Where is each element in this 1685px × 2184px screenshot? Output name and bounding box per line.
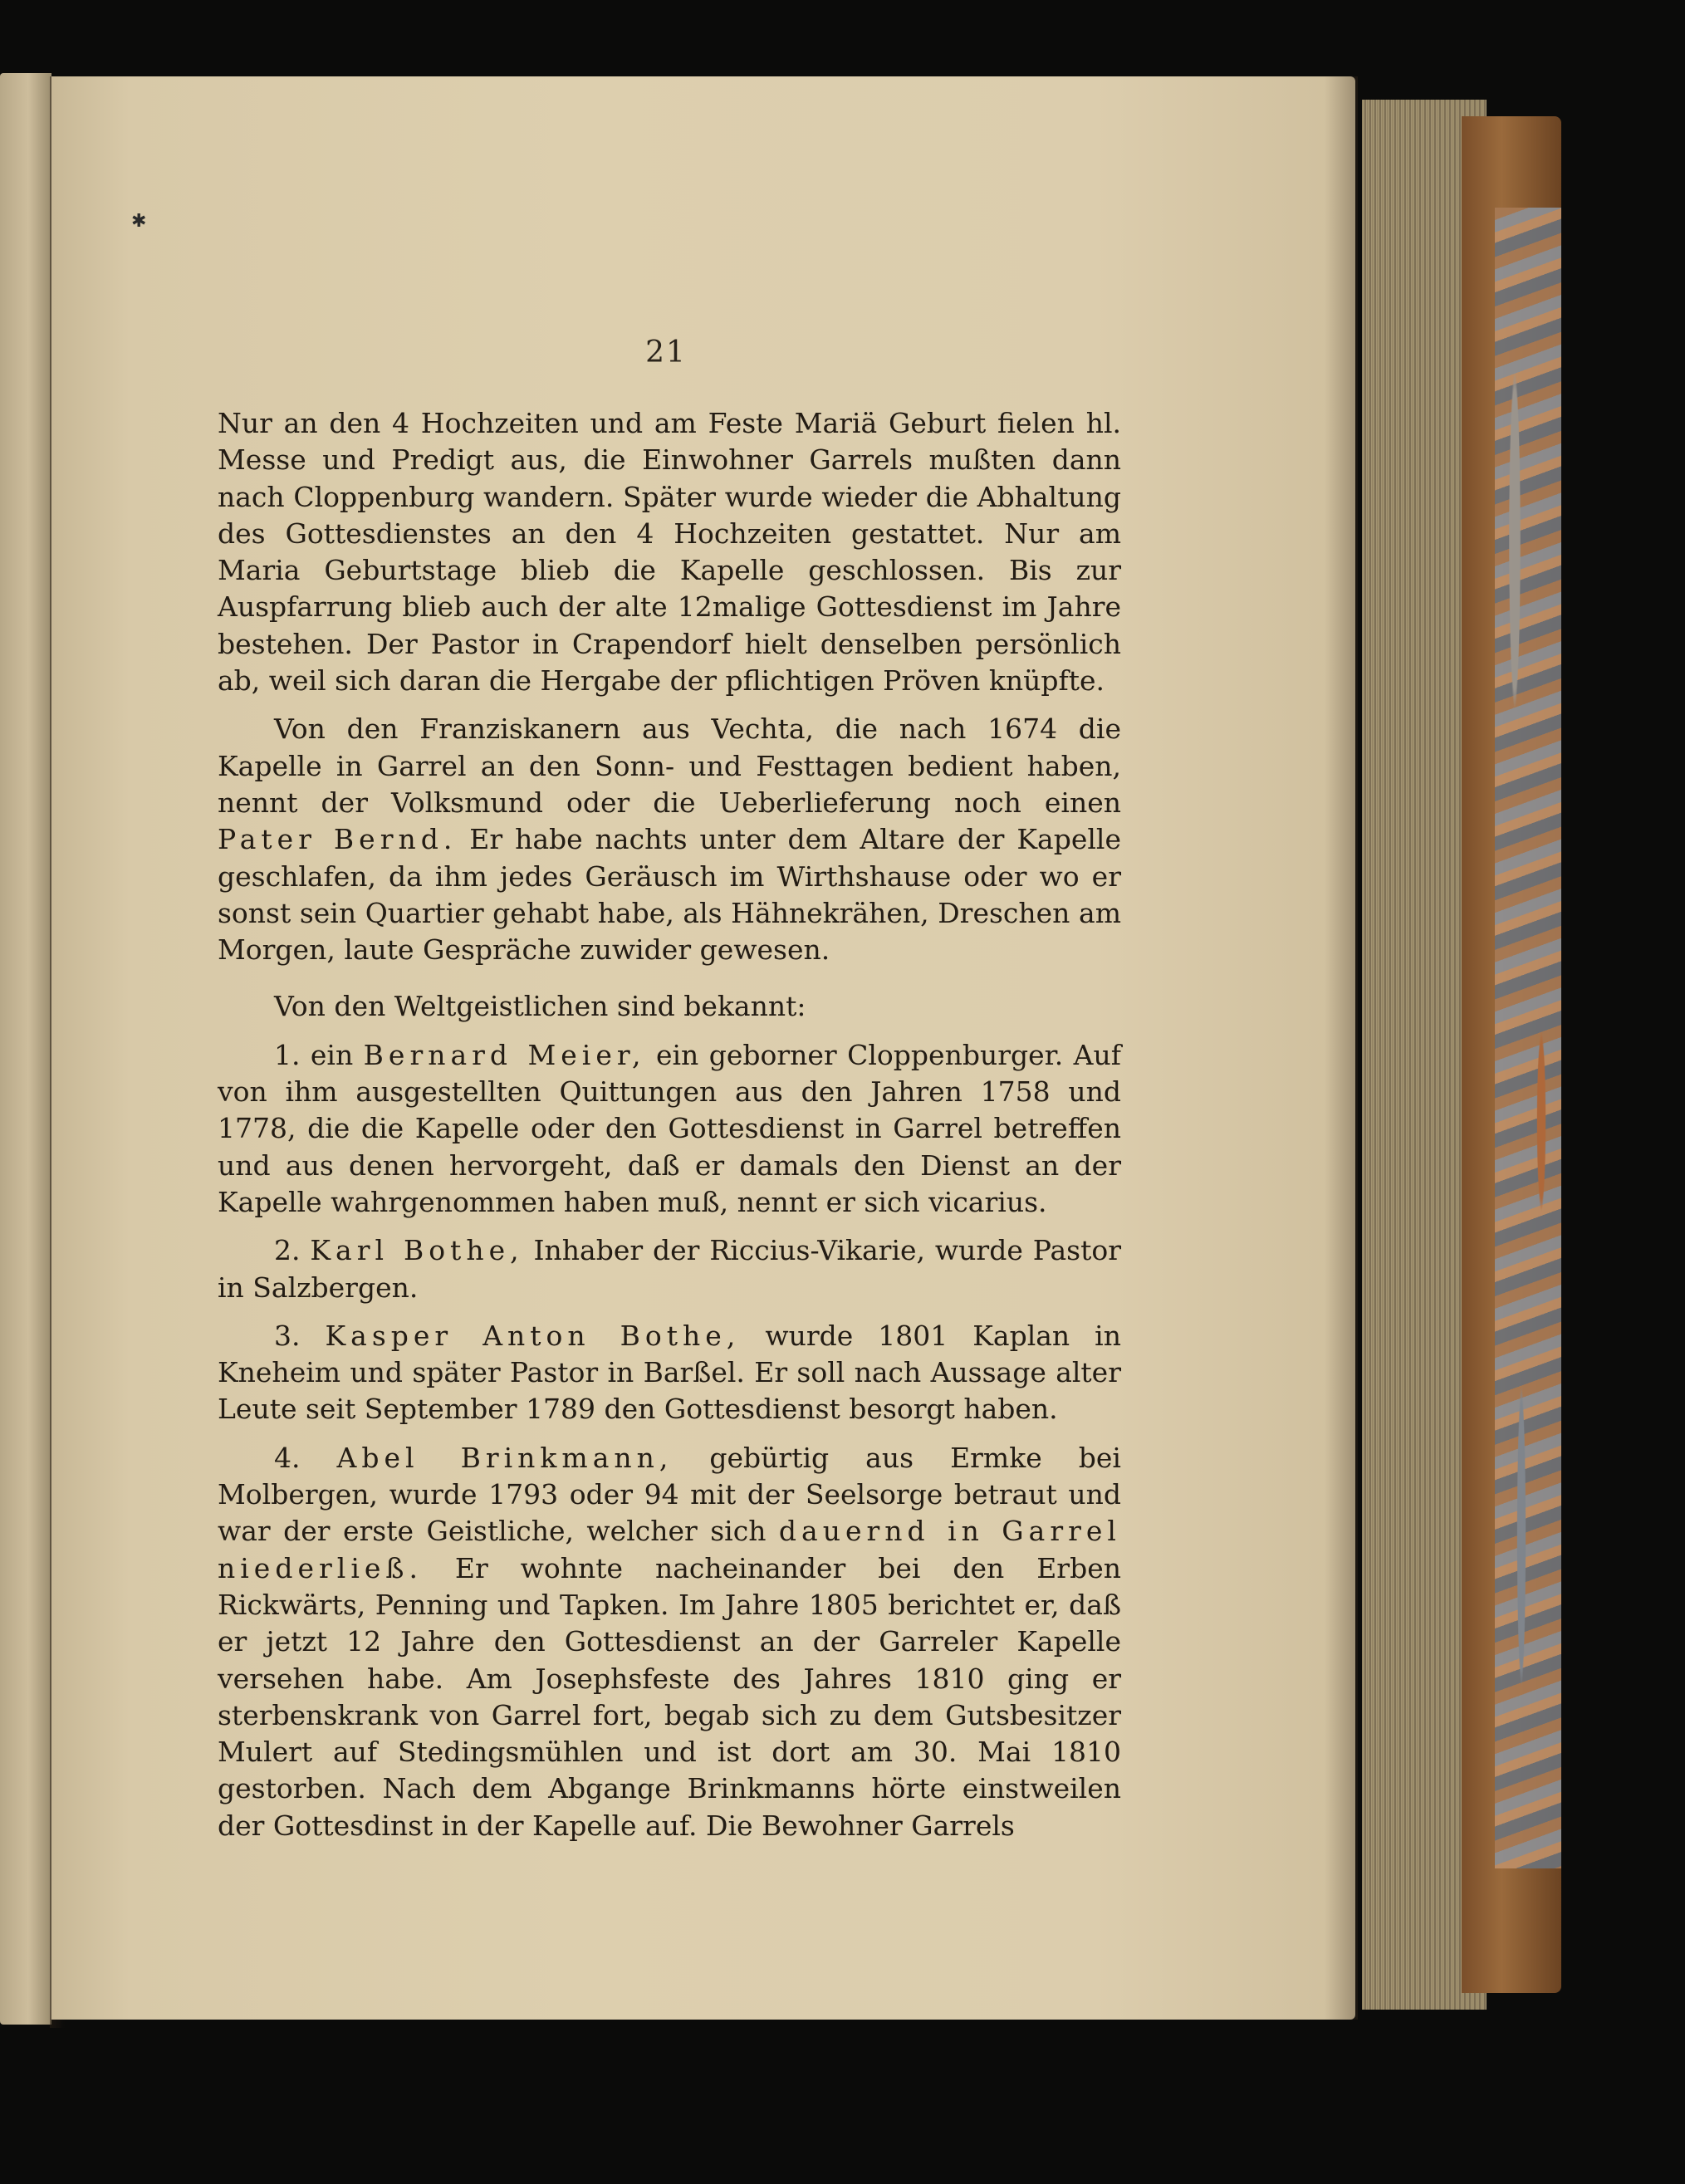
list-item-1-text: ein geborner Cloppenburger. Auf von ihm ausgestellten Quittungen aus den Jahren 1758 und 1778, die die Kapelle oder den Gottesdienst in Garrel betreffen und aus denen hervorgeht, daß er damals den Dienst an der Kapelle wahrgenommen haben muß, nennt er sich vicarius. [218, 1038, 1121, 1218]
paragraph-2 [218, 711, 1121, 968]
list-item-4-number: 4. [274, 1441, 337, 1474]
spaced-name-karl-bothe: Karl Bothe, [310, 1234, 524, 1267]
margin-mark-icon: ✱ [131, 211, 147, 232]
paragraph-2-text: Von den Franziskanern aus Vechta, die nach 1674 die Kapelle in Garrel an den Sonn- und Festtagen bedient haben, nennt der Volksmund oder die Ueberlieferung noch einen [218, 712, 1121, 819]
paragraph-3: Von den Weltgeistlichen sind bekannt: [274, 990, 806, 1023]
list-item-2-number: 2. [274, 1234, 311, 1267]
spaced-name-kasper-anton-bothe: Kasper Anton Bothe, [325, 1319, 741, 1352]
list-item-1 [218, 1037, 1121, 1221]
paragraph-1: Nur an den 4 Hochzeiten und am Feste Mariä Geburt fielen hl. Messe und Predigt aus, die Einwohner Garrels mußten dann nach Cloppenburg wandern. Später wurde wieder die Abhaltung des Gottesdienstes an den 4 Hochzeiten gestattet. Nur am Maria Geburtstage blieb die Kapelle geschlossen. Bis zur Auspfarrung blieb auch der alte 12malige Gottesdienst im Jahre bestehen. Der Pastor in Crapendorf hielt denselben persönlich ab, weil sich daran die Hergabe der pflichtigen Pröven knüpfte. [218, 407, 1121, 698]
page-body [218, 405, 1121, 1844]
list-item-3-number: 3. [274, 1319, 326, 1352]
paragraph-2-text-end: Er habe nachts unter dem Altare der Kapelle geschlafen, da ihm jedes Geräusch im Wirthshause oder wo er sonst sein Quartier gehabt habe, als Hähnekrähen, Dreschen am Morgen, laute Gespräche zuwider gewesen. [218, 823, 1121, 967]
page-number: 21 [645, 335, 687, 370]
facing-page-edge [0, 73, 51, 2025]
spaced-phrase-dauernd: dauernd in Garrel niederließ. [218, 1515, 1121, 1584]
list-item-2-text: Inhaber der Riccius-Vikarie, wurde Pastor in Salzbergen. [218, 1234, 1121, 1304]
list-item-1-number: 1. ein [274, 1038, 364, 1071]
list-item-3-text: wurde 1801 Kaplan in Kneheim und später Pastor in Barßel. Er soll nach Aussage alter Leute seit September 1789 den Gottesdienst besorgt haben. [218, 1319, 1121, 1426]
spaced-name-bernard-meier: Bernard Meier, [363, 1038, 646, 1071]
spaced-name-pater-bernd: Pater Bernd. [218, 823, 458, 856]
marbled-edge [1495, 208, 1561, 1868]
list-item-2 [218, 1232, 1121, 1306]
book-page [51, 76, 1355, 2020]
list-item-4-text: gebürtig aus Ermke bei Molbergen, wurde 1793 oder 94 mit der Seelsorge betraut und war der erste Geistliche, welcher sich [218, 1441, 1121, 1548]
spaced-name-abel-brinkmann: Abel Brinkmann, [336, 1441, 674, 1474]
list-item-3 [218, 1318, 1121, 1428]
list-item-4 [218, 1440, 1121, 1844]
page-edge-shadow [1325, 76, 1358, 2020]
list-item-4-text-end: Er wohnte nacheinander bei den Erben Rickwärts, Penning und Tapken. Im Jahre 1805 berichtet er, daß er jetzt 12 Jahre den Gottesdienst an der Garreler Kapelle versehen habe. Am Josephsfeste des Jahres 1810 ging er sterbenskrank von Garrel fort, begab sich zu dem Gutsbesitzer Mulert auf Stedingsmühlen und ist dort am 30. Mai 1810 gestorben. Nach dem Abgange Brinkmanns hörte einstweilen der Gottesdinst in der Kapelle auf. Die Bewohner Garrels [218, 1551, 1121, 1842]
